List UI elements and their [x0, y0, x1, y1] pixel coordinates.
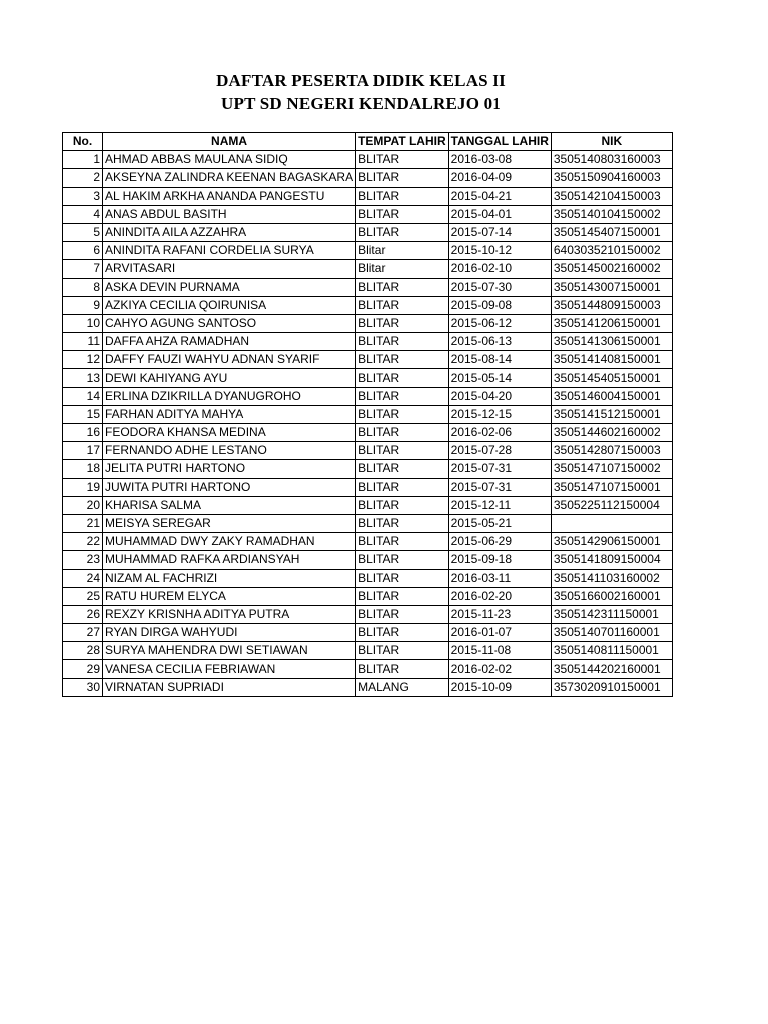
- cell-tanggal-lahir: 2016-02-10: [448, 260, 551, 278]
- cell-nama: FERNANDO ADHE LESTANO: [103, 442, 356, 460]
- cell-no: 13: [63, 369, 103, 387]
- cell-tempat-lahir: BLITAR: [356, 587, 449, 605]
- cell-tanggal-lahir: 2015-12-15: [448, 405, 551, 423]
- cell-tanggal-lahir: 2015-10-12: [448, 242, 551, 260]
- cell-no: 6: [63, 242, 103, 260]
- cell-nik: 3505150904160003: [551, 169, 672, 187]
- cell-tanggal-lahir: 2015-06-12: [448, 314, 551, 332]
- table-row: [63, 605, 673, 623]
- table-row: [63, 187, 673, 205]
- table-row: [63, 460, 673, 478]
- cell-tanggal-lahir: 2015-05-14: [448, 369, 551, 387]
- cell-nik: 3505142311150001: [551, 605, 672, 623]
- cell-no: 25: [63, 587, 103, 605]
- cell-tempat-lahir: MALANG: [356, 678, 449, 696]
- cell-nama: KHARISA SALMA: [103, 496, 356, 514]
- cell-tempat-lahir: BLITAR: [356, 205, 449, 223]
- cell-nama: ASKA DEVIN PURNAMA: [103, 278, 356, 296]
- cell-nama: MEISYA SEREGAR: [103, 514, 356, 532]
- cell-tempat-lahir: BLITAR: [356, 660, 449, 678]
- table-row: [63, 642, 673, 660]
- table-row: [63, 424, 673, 442]
- table-row: [63, 351, 673, 369]
- cell-tanggal-lahir: 2016-03-11: [448, 569, 551, 587]
- cell-nama: ERLINA DZIKRILLA DYANUGROHO: [103, 387, 356, 405]
- cell-tempat-lahir: BLITAR: [356, 569, 449, 587]
- cell-no: 21: [63, 514, 103, 532]
- cell-no: 18: [63, 460, 103, 478]
- cell-tempat-lahir: BLITAR: [356, 496, 449, 514]
- cell-nik: 6403035210150002: [551, 242, 672, 260]
- table-row: [63, 151, 673, 169]
- cell-tanggal-lahir: 2015-07-31: [448, 460, 551, 478]
- cell-tempat-lahir: BLITAR: [356, 187, 449, 205]
- cell-nik: 3505140803160003: [551, 151, 672, 169]
- cell-tempat-lahir: BLITAR: [356, 405, 449, 423]
- table-row: [63, 169, 673, 187]
- cell-tanggal-lahir: 2016-04-09: [448, 169, 551, 187]
- cell-tanggal-lahir: 2015-07-14: [448, 223, 551, 241]
- cell-nama: VIRNATAN SUPRIADI: [103, 678, 356, 696]
- cell-no: 30: [63, 678, 103, 696]
- cell-tanggal-lahir: 2016-02-02: [448, 660, 551, 678]
- cell-nik: 3505141512150001: [551, 405, 672, 423]
- cell-nama: RYAN DIRGA WAHYUDI: [103, 624, 356, 642]
- cell-tempat-lahir: BLITAR: [356, 624, 449, 642]
- cell-no: 9: [63, 296, 103, 314]
- table-row: [63, 587, 673, 605]
- cell-tempat-lahir: BLITAR: [356, 460, 449, 478]
- cell-nik: 3505140104150002: [551, 205, 672, 223]
- cell-nama: MUHAMMAD DWY ZAKY RAMADHAN: [103, 533, 356, 551]
- cell-tanggal-lahir: 2015-05-21: [448, 514, 551, 532]
- cell-tempat-lahir: BLITAR: [356, 424, 449, 442]
- cell-nik: 3505141809150004: [551, 551, 672, 569]
- cell-no: 10: [63, 314, 103, 332]
- table-row: [63, 387, 673, 405]
- cell-tempat-lahir: Blitar: [356, 260, 449, 278]
- cell-nik: 3505140701160001: [551, 624, 672, 642]
- cell-nik: 3573020910150001: [551, 678, 672, 696]
- cell-no: 20: [63, 496, 103, 514]
- cell-tempat-lahir: BLITAR: [356, 533, 449, 551]
- cell-tanggal-lahir: 2016-02-06: [448, 424, 551, 442]
- cell-no: 8: [63, 278, 103, 296]
- cell-tempat-lahir: Blitar: [356, 242, 449, 260]
- table-row: [63, 678, 673, 696]
- cell-nik: 3505144602160002: [551, 424, 672, 442]
- cell-nama: AL HAKIM ARKHA ANANDA PANGESTU: [103, 187, 356, 205]
- table-row: [63, 296, 673, 314]
- cell-nama: SURYA MAHENDRA DWI SETIAWAN: [103, 642, 356, 660]
- cell-tempat-lahir: BLITAR: [356, 296, 449, 314]
- cell-nik: 3505144202160001: [551, 660, 672, 678]
- cell-no: 27: [63, 624, 103, 642]
- cell-nik: 3505147107150002: [551, 460, 672, 478]
- cell-nama: FARHAN ADITYA MAHYA: [103, 405, 356, 423]
- cell-nik: 3505141306150001: [551, 333, 672, 351]
- cell-tanggal-lahir: 2016-02-20: [448, 587, 551, 605]
- cell-nama: NIZAM AL FACHRIZI: [103, 569, 356, 587]
- cell-no: 24: [63, 569, 103, 587]
- cell-nik: 3505143007150001: [551, 278, 672, 296]
- cell-nik: 3505141408150001: [551, 351, 672, 369]
- cell-tanggal-lahir: 2015-11-08: [448, 642, 551, 660]
- cell-tanggal-lahir: 2015-04-01: [448, 205, 551, 223]
- cell-no: 26: [63, 605, 103, 623]
- cell-tempat-lahir: BLITAR: [356, 369, 449, 387]
- cell-nik: 3505147107150001: [551, 478, 672, 496]
- document-title: DAFTAR PESERTA DIDIK KELAS II: [216, 71, 506, 90]
- cell-tempat-lahir: BLITAR: [356, 333, 449, 351]
- cell-tempat-lahir: BLITAR: [356, 278, 449, 296]
- cell-tempat-lahir: BLITAR: [356, 514, 449, 532]
- cell-nama: ARVITASARI: [103, 260, 356, 278]
- column-header-tanggal-lahir: TANGGAL LAHIR: [448, 133, 551, 151]
- cell-no: 22: [63, 533, 103, 551]
- column-header-no: No.: [63, 133, 103, 151]
- table-row: [63, 514, 673, 532]
- table-row: [63, 569, 673, 587]
- cell-tanggal-lahir: 2015-10-09: [448, 678, 551, 696]
- column-header-nik: NIK: [551, 133, 672, 151]
- cell-nama: DAFFA AHZA RAMADHAN: [103, 333, 356, 351]
- cell-no: 14: [63, 387, 103, 405]
- cell-tanggal-lahir: 2015-06-13: [448, 333, 551, 351]
- cell-nama: AZKIYA CECILIA QOIRUNISA: [103, 296, 356, 314]
- table-row: [63, 333, 673, 351]
- cell-tempat-lahir: BLITAR: [356, 478, 449, 496]
- cell-no: 28: [63, 642, 103, 660]
- cell-no: 23: [63, 551, 103, 569]
- cell-no: 12: [63, 351, 103, 369]
- table-row: [63, 496, 673, 514]
- cell-nama: JUWITA PUTRI HARTONO: [103, 478, 356, 496]
- cell-no: 5: [63, 223, 103, 241]
- cell-tanggal-lahir: 2015-06-29: [448, 533, 551, 551]
- cell-no: 1: [63, 151, 103, 169]
- cell-tempat-lahir: BLITAR: [356, 151, 449, 169]
- cell-nama: FEODORA KHANSA MEDINA: [103, 424, 356, 442]
- cell-nama: REXZY KRISNHA ADITYA PUTRA: [103, 605, 356, 623]
- table-row: [63, 223, 673, 241]
- cell-tempat-lahir: BLITAR: [356, 314, 449, 332]
- table-header-row: [63, 133, 673, 151]
- cell-tempat-lahir: BLITAR: [356, 223, 449, 241]
- cell-no: 4: [63, 205, 103, 223]
- cell-nik: 3505166002160001: [551, 587, 672, 605]
- cell-nama: VANESA CECILIA FEBRIAWAN: [103, 660, 356, 678]
- cell-nama: DEWI KAHIYANG AYU: [103, 369, 356, 387]
- table-row: [63, 369, 673, 387]
- cell-tanggal-lahir: 2015-04-20: [448, 387, 551, 405]
- cell-nik: 3505142807150003: [551, 442, 672, 460]
- cell-nik: 3505141206150001: [551, 314, 672, 332]
- table-row: [63, 478, 673, 496]
- cell-nama: ANINDITA RAFANI CORDELIA SURYA: [103, 242, 356, 260]
- cell-no: 3: [63, 187, 103, 205]
- cell-no: 16: [63, 424, 103, 442]
- cell-tempat-lahir: BLITAR: [356, 351, 449, 369]
- table-row: [63, 660, 673, 678]
- cell-tempat-lahir: BLITAR: [356, 442, 449, 460]
- table-row: [63, 624, 673, 642]
- cell-no: 29: [63, 660, 103, 678]
- cell-nik: [551, 514, 672, 532]
- table-row: [63, 314, 673, 332]
- table-row: [63, 551, 673, 569]
- cell-tanggal-lahir: 2015-04-21: [448, 187, 551, 205]
- cell-nama: DAFFY FAUZI WAHYU ADNAN SYARIF: [103, 351, 356, 369]
- cell-nik: 3505142104150003: [551, 187, 672, 205]
- cell-no: 19: [63, 478, 103, 496]
- cell-tempat-lahir: BLITAR: [356, 387, 449, 405]
- table-row: [63, 405, 673, 423]
- cell-tanggal-lahir: 2015-09-18: [448, 551, 551, 569]
- table-row: [63, 242, 673, 260]
- column-header-nama: NAMA: [103, 133, 356, 151]
- table-row: [63, 533, 673, 551]
- cell-tanggal-lahir: 2016-03-08: [448, 151, 551, 169]
- table-row: [63, 205, 673, 223]
- cell-nama: RATU HUREM ELYCA: [103, 587, 356, 605]
- cell-tempat-lahir: BLITAR: [356, 642, 449, 660]
- cell-tanggal-lahir: 2015-11-23: [448, 605, 551, 623]
- cell-nama: CAHYO AGUNG SANTOSO: [103, 314, 356, 332]
- cell-nama: AKSEYNA ZALINDRA KEENAN BAGASKARA: [103, 169, 356, 187]
- cell-no: 2: [63, 169, 103, 187]
- table-row: [63, 278, 673, 296]
- cell-tanggal-lahir: 2015-08-14: [448, 351, 551, 369]
- school-name: UPT SD NEGERI KENDALREJO 01: [221, 94, 501, 113]
- cell-nik: 3505145407150001: [551, 223, 672, 241]
- cell-nik: 3505144809150003: [551, 296, 672, 314]
- cell-tanggal-lahir: 2016-01-07: [448, 624, 551, 642]
- column-header-tempat-lahir: TEMPAT LAHIR: [356, 133, 449, 151]
- cell-no: 17: [63, 442, 103, 460]
- cell-nama: AHMAD ABBAS MAULANA SIDIQ: [103, 151, 356, 169]
- cell-no: 7: [63, 260, 103, 278]
- cell-tempat-lahir: BLITAR: [356, 551, 449, 569]
- cell-nik: 3505146004150001: [551, 387, 672, 405]
- table-row: [63, 442, 673, 460]
- cell-nik: 3505145002160002: [551, 260, 672, 278]
- cell-nik: 3505145405150001: [551, 369, 672, 387]
- student-table: [62, 132, 673, 697]
- cell-tanggal-lahir: 2015-12-11: [448, 496, 551, 514]
- cell-tanggal-lahir: 2015-09-08: [448, 296, 551, 314]
- cell-tanggal-lahir: 2015-07-30: [448, 278, 551, 296]
- table-row: [63, 260, 673, 278]
- cell-nik: 3505141103160002: [551, 569, 672, 587]
- cell-nama: JELITA PUTRI HARTONO: [103, 460, 356, 478]
- cell-no: 15: [63, 405, 103, 423]
- cell-nama: ANAS ABDUL BASITH: [103, 205, 356, 223]
- cell-nama: MUHAMMAD RAFKA ARDIANSYAH: [103, 551, 356, 569]
- cell-nik: 3505142906150001: [551, 533, 672, 551]
- cell-nik: 3505225112150004: [551, 496, 672, 514]
- cell-nik: 3505140811150001: [551, 642, 672, 660]
- cell-no: 11: [63, 333, 103, 351]
- cell-nama: ANINDITA AILA AZZAHRA: [103, 223, 356, 241]
- cell-tempat-lahir: BLITAR: [356, 605, 449, 623]
- cell-tempat-lahir: BLITAR: [356, 169, 449, 187]
- cell-tanggal-lahir: 2015-07-28: [448, 442, 551, 460]
- cell-tanggal-lahir: 2015-07-31: [448, 478, 551, 496]
